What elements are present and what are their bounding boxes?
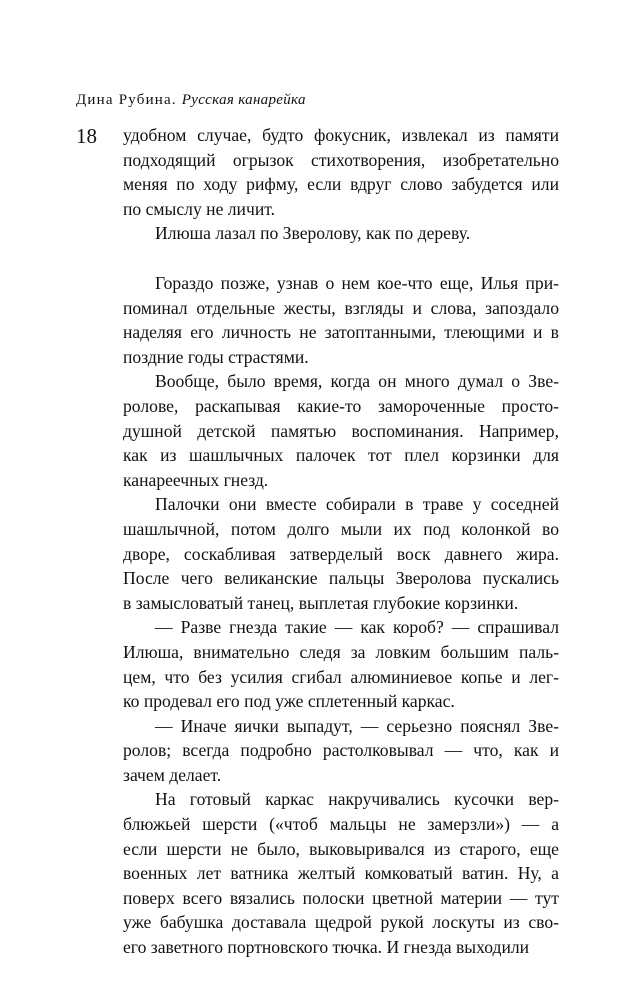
text-line: поминал отдельные жесты, взгляды и слова, запоздало — [123, 297, 559, 318]
text-line: по смыслу не личит. — [123, 198, 276, 219]
text-line: как из шашлычных палочек тот плел корзинки для — [123, 445, 559, 466]
header-book-title: Русская канарейка — [181, 92, 306, 108]
paragraph — [123, 369, 559, 492]
header-author: Дина Рубина. — [76, 92, 177, 108]
text-line: канареечных гнезд. — [123, 469, 269, 490]
text-line: удобном случае, будто фокусник, извлекал из памяти — [123, 125, 559, 145]
text-line: Гораздо позже, узнав о нем кое-что еще, Илья при- — [155, 273, 559, 293]
text-line: Илюша, внимательно следя за ловким большим паль- — [123, 641, 559, 662]
paragraph — [123, 271, 559, 369]
text-line: ролове, раскапывая какие-то замороченные просто- — [123, 395, 559, 416]
text-line: ролов; всегда подробно растолковывал — что, как и — [123, 740, 559, 761]
text-line: шашлычной, потом долго мыли их под колонкой во — [123, 518, 559, 539]
text-line: блюжьей шерсти («чтоб мальцы не замерзли») — а — [123, 814, 559, 835]
text-line: Илюша лазал по Зверолову, как по дереву. — [155, 223, 471, 244]
text-line: Вообще, было время, когда он много думал о Зве- — [155, 371, 559, 392]
page-number: 18 — [76, 124, 97, 148]
text-line: — Иначе яички выпадут, — серьезно пояснял Зве- — [155, 715, 559, 736]
text-line: подходящий огрызок стихотворения, изобретательно — [123, 149, 559, 170]
text-block-2 — [123, 271, 559, 960]
paragraph — [123, 123, 559, 221]
text-line: его заветного портновского тючка. И гнезда выходили — [123, 937, 530, 958]
text-line: в замысловатый танец, выплетая глубокие корзинки. — [123, 592, 519, 613]
text-line: Палочки они вместе собирали в траве у соседней — [155, 494, 559, 515]
paragraph — [123, 787, 559, 959]
text-line: если шерсти не было, выковыривался из старого, еще — [123, 838, 559, 859]
paragraph — [123, 615, 559, 713]
text-line: военных лет ватника желтый комковатый ватин. Ну, а — [123, 863, 559, 884]
paragraph — [123, 221, 559, 246]
text-line: — Разве гнезда такие — как короб? — спрашивал — [155, 617, 559, 638]
text-block-1 — [123, 123, 559, 246]
paragraph — [123, 714, 559, 788]
text-line: поверх всего вязались полоски цветной материи — тут — [123, 887, 559, 908]
text-line: После чего великанские пальцы Зверолова пускались — [123, 568, 559, 589]
text-line: меняя по ходу рифму, если вдруг слово забудется или — [123, 174, 559, 195]
text-line: наделяя его личность не затоптанными, тлеющими и в — [123, 322, 559, 343]
paragraph — [123, 492, 559, 615]
text-line: На готовый каркас накручивались кусочки вер- — [155, 789, 559, 810]
text-line: уже бабушка доставала щедрой рукой лоскуты из сво- — [123, 912, 559, 933]
text-line: цем, что без усилия сгибал алюминиевое копье и лег- — [123, 666, 559, 687]
text-line: душной детской памятью воспоминания. Например, — [123, 420, 559, 441]
text-line: поздние годы страстями. — [123, 346, 309, 367]
running-header — [76, 92, 306, 109]
text-line: ко продевал его под уже сплетенный каркас. — [123, 691, 455, 712]
text-line: зачем делает. — [123, 764, 222, 785]
text-line: дворе, соскабливая затверделый воск давнего жира. — [123, 543, 559, 564]
